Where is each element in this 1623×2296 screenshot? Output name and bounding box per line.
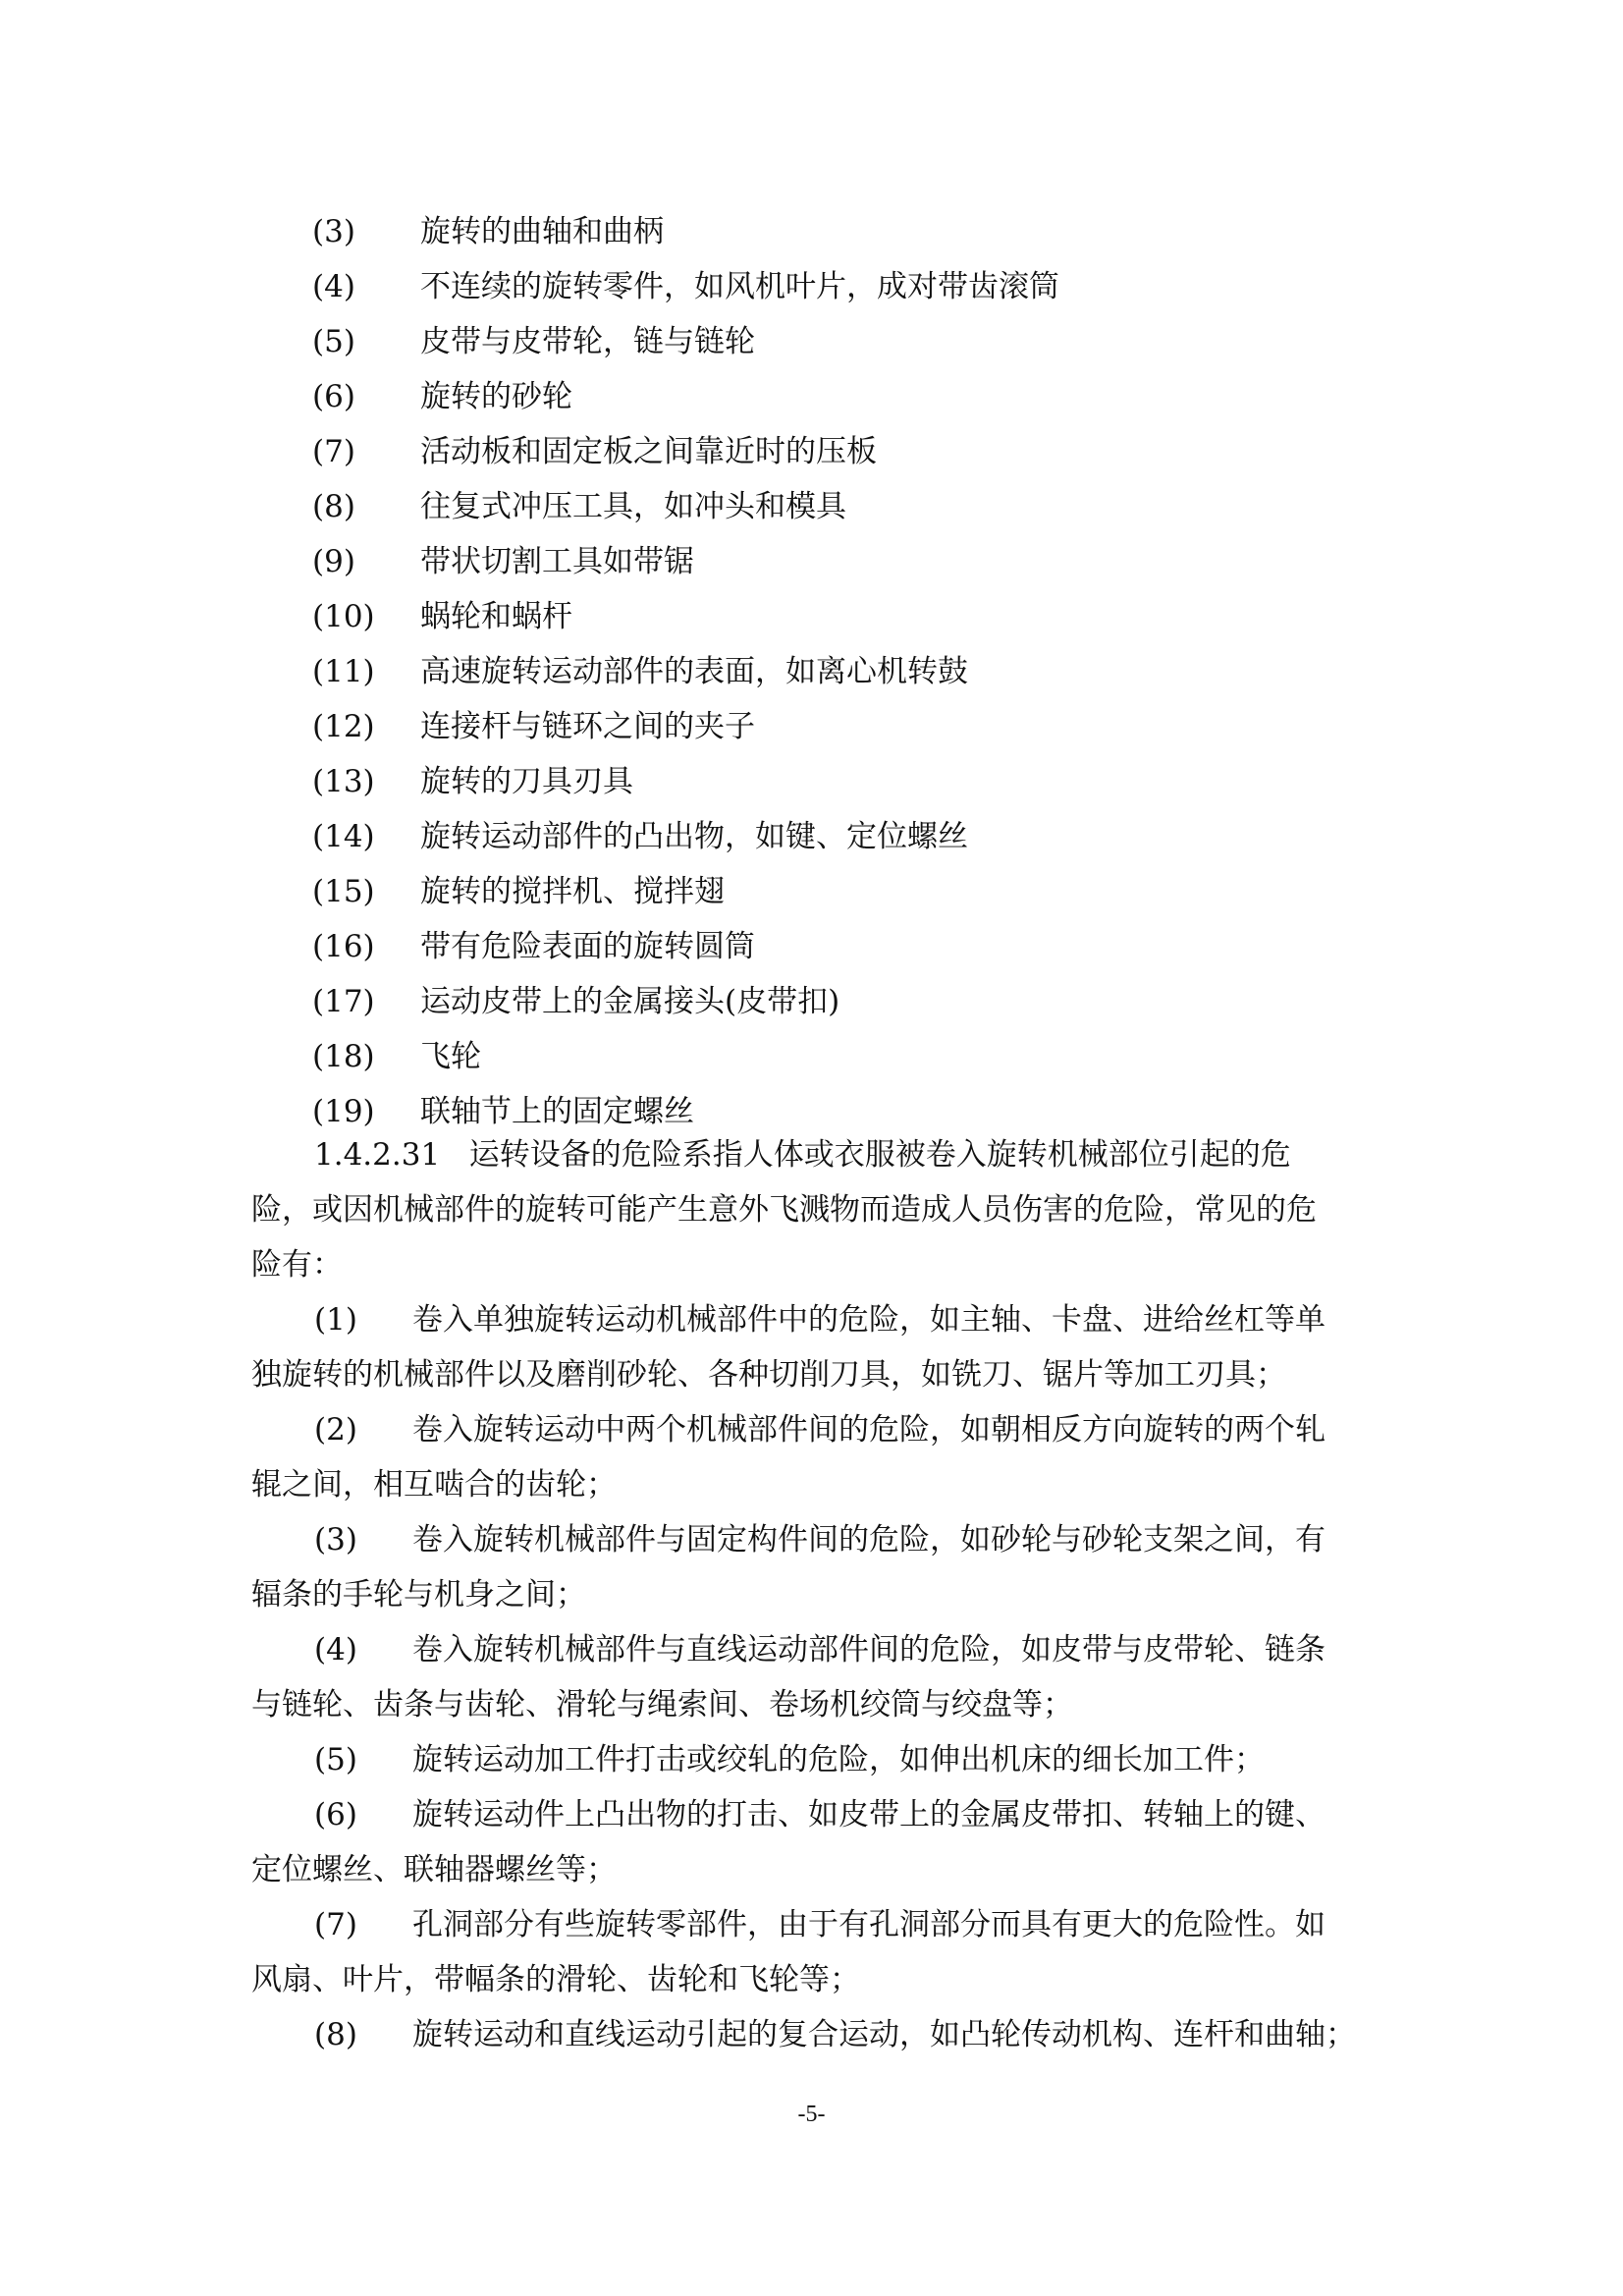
item-text: 卷入旋转机械部件与直线运动部件间的危险，如皮带与皮带轮、链条 bbox=[412, 1632, 1325, 1667]
item-text: 卷入单独旋转运动机械部件中的危险，如主轴、卡盘、进给丝杠等单 bbox=[412, 1302, 1325, 1338]
list-item bbox=[312, 589, 1392, 644]
paragraph-line: 辊之间，相互啮合的齿轮； bbox=[251, 1467, 617, 1503]
item-text: 旋转的搅拌机、搅拌翅 bbox=[420, 874, 725, 909]
item-number: (8) bbox=[314, 2017, 357, 2052]
paragraph-line bbox=[251, 1897, 1390, 1952]
item-text: 运动皮带上的金属接头(皮带扣) bbox=[420, 984, 840, 1019]
item-text: 带有危险表面的旋转圆筒 bbox=[420, 929, 755, 964]
paragraph-line bbox=[251, 1402, 1390, 1457]
item-text: 卷入旋转运动中两个机械部件间的危险，如朝相反方向旋转的两个轧 bbox=[412, 1412, 1325, 1448]
item-text: 连接杆与链环之间的夹子 bbox=[420, 709, 755, 744]
item-number: (11) bbox=[312, 654, 375, 689]
item-number: (15) bbox=[312, 874, 375, 909]
list-item bbox=[312, 314, 1392, 369]
hazard-item bbox=[251, 1732, 1390, 1787]
paragraph-line bbox=[251, 1292, 1390, 1347]
hazard-item bbox=[251, 1787, 1390, 1897]
page-number: -5- bbox=[797, 2102, 826, 2127]
item-number: (9) bbox=[312, 544, 355, 579]
item-text: 旋转运动加工件打击或绞轧的危险，如伸出机床的细长加工件； bbox=[412, 1742, 1265, 1777]
paragraph-line: 风扇、叶片，带幅条的滑轮、齿轮和飞轮等； bbox=[251, 1962, 860, 1997]
item-number: (5) bbox=[314, 1742, 357, 1777]
list-item bbox=[312, 809, 1392, 864]
item-text: 旋转运动和直线运动引起的复合运动，如凸轮传动机构、连杆和曲轴； bbox=[412, 2017, 1356, 2052]
paragraph-line bbox=[251, 1127, 1390, 1182]
section-number: 1.4.2.31 bbox=[314, 1137, 441, 1173]
item-number: (4) bbox=[312, 269, 355, 304]
item-text: 飞轮 bbox=[420, 1039, 481, 1074]
item-number: (16) bbox=[312, 929, 375, 964]
list-item bbox=[312, 369, 1392, 424]
item-text: 旋转运动件上凸出物的打击、如皮带上的金属皮带扣、转轴上的键、 bbox=[412, 1797, 1325, 1832]
paragraph-line bbox=[251, 1732, 1390, 1787]
list-item bbox=[312, 534, 1392, 589]
list-item bbox=[312, 259, 1392, 314]
list-item bbox=[312, 754, 1392, 809]
item-text: 旋转的刀具刃具 bbox=[420, 764, 633, 799]
item-number: (8) bbox=[312, 489, 355, 524]
item-text: 旋转的曲轴和曲柄 bbox=[420, 214, 664, 249]
paragraph-line: 险有： bbox=[251, 1247, 343, 1283]
item-text: 旋转的砂轮 bbox=[420, 379, 572, 414]
item-text: 不连续的旋转零件，如风机叶片，成对带齿滚筒 bbox=[420, 269, 1059, 304]
item-number: (7) bbox=[314, 1907, 357, 1942]
item-text: 往复式冲压工具，如冲头和模具 bbox=[420, 489, 846, 524]
item-number: (7) bbox=[312, 434, 355, 469]
component-list bbox=[312, 204, 1392, 1139]
section-paragraph bbox=[251, 1127, 1390, 1292]
item-text: 孔洞部分有些旋转零部件，由于有孔洞部分而具有更大的危险性。如 bbox=[412, 1907, 1325, 1942]
item-number: (6) bbox=[312, 379, 355, 414]
item-number: (19) bbox=[312, 1094, 375, 1129]
item-text: 活动板和固定板之间靠近时的压板 bbox=[420, 434, 877, 469]
item-text: 蜗轮和蜗杆 bbox=[420, 599, 572, 634]
item-number: (12) bbox=[312, 709, 375, 744]
paragraph-line: 与链轮、齿条与齿轮、滑轮与绳索间、卷场机绞筒与绞盘等； bbox=[251, 1687, 1073, 1722]
item-number: (1) bbox=[314, 1302, 357, 1338]
body-text bbox=[251, 1127, 1390, 2062]
hazard-item bbox=[251, 1512, 1390, 1622]
paragraph-line: 辐条的手轮与机身之间； bbox=[251, 1577, 586, 1613]
item-text: 皮带与皮带轮，链与链轮 bbox=[420, 324, 755, 359]
list-item bbox=[312, 699, 1392, 754]
item-number: (3) bbox=[312, 214, 355, 249]
list-item bbox=[312, 919, 1392, 974]
paragraph-line bbox=[251, 2007, 1390, 2062]
paragraph-line bbox=[251, 1622, 1390, 1677]
item-number: (6) bbox=[314, 1797, 357, 1832]
item-text: 卷入旋转机械部件与固定构件间的危险，如砂轮与砂轮支架之间，有 bbox=[412, 1522, 1325, 1558]
item-text: 高速旋转运动部件的表面，如离心机转鼓 bbox=[420, 654, 968, 689]
hazard-item bbox=[251, 1292, 1390, 1402]
paragraph-line: 独旋转的机械部件以及磨削砂轮、各种切削刀具，如铣刀、锯片等加工刃具； bbox=[251, 1357, 1286, 1393]
list-item bbox=[312, 204, 1392, 259]
item-number: (3) bbox=[314, 1522, 357, 1558]
list-item bbox=[312, 644, 1392, 699]
item-number: (5) bbox=[312, 324, 355, 359]
item-text: 旋转运动部件的凸出物，如键、定位螺丝 bbox=[420, 819, 968, 854]
paragraph-line bbox=[251, 1512, 1390, 1567]
item-number: (4) bbox=[314, 1632, 357, 1667]
item-number: (2) bbox=[314, 1412, 357, 1448]
hazard-item bbox=[251, 1622, 1390, 1732]
paragraph-line: 险，或因机械部件的旋转可能产生意外飞溅物而造成人员伤害的危险，常见的危 bbox=[251, 1192, 1317, 1228]
list-item bbox=[312, 424, 1392, 479]
item-number: (14) bbox=[312, 819, 375, 854]
item-text: 联轴节上的固定螺丝 bbox=[420, 1094, 694, 1129]
item-text: 带状切割工具如带锯 bbox=[420, 544, 694, 579]
section-text: 运转设备的危险系指人体或衣服被卷入旋转机械部位引起的危 bbox=[468, 1137, 1291, 1173]
hazard-item bbox=[251, 1402, 1390, 1512]
hazard-item bbox=[251, 1897, 1390, 2007]
list-item bbox=[312, 864, 1392, 919]
item-number: (18) bbox=[312, 1039, 375, 1074]
paragraph-line bbox=[251, 1787, 1390, 1842]
item-number: (17) bbox=[312, 984, 375, 1019]
list-item bbox=[312, 974, 1392, 1029]
list-item bbox=[312, 1029, 1392, 1084]
item-number: (13) bbox=[312, 764, 375, 799]
list-item bbox=[312, 479, 1392, 534]
hazard-item bbox=[251, 2007, 1390, 2062]
item-number: (10) bbox=[312, 599, 375, 634]
paragraph-line: 定位螺丝、联轴器螺丝等； bbox=[251, 1852, 617, 1887]
